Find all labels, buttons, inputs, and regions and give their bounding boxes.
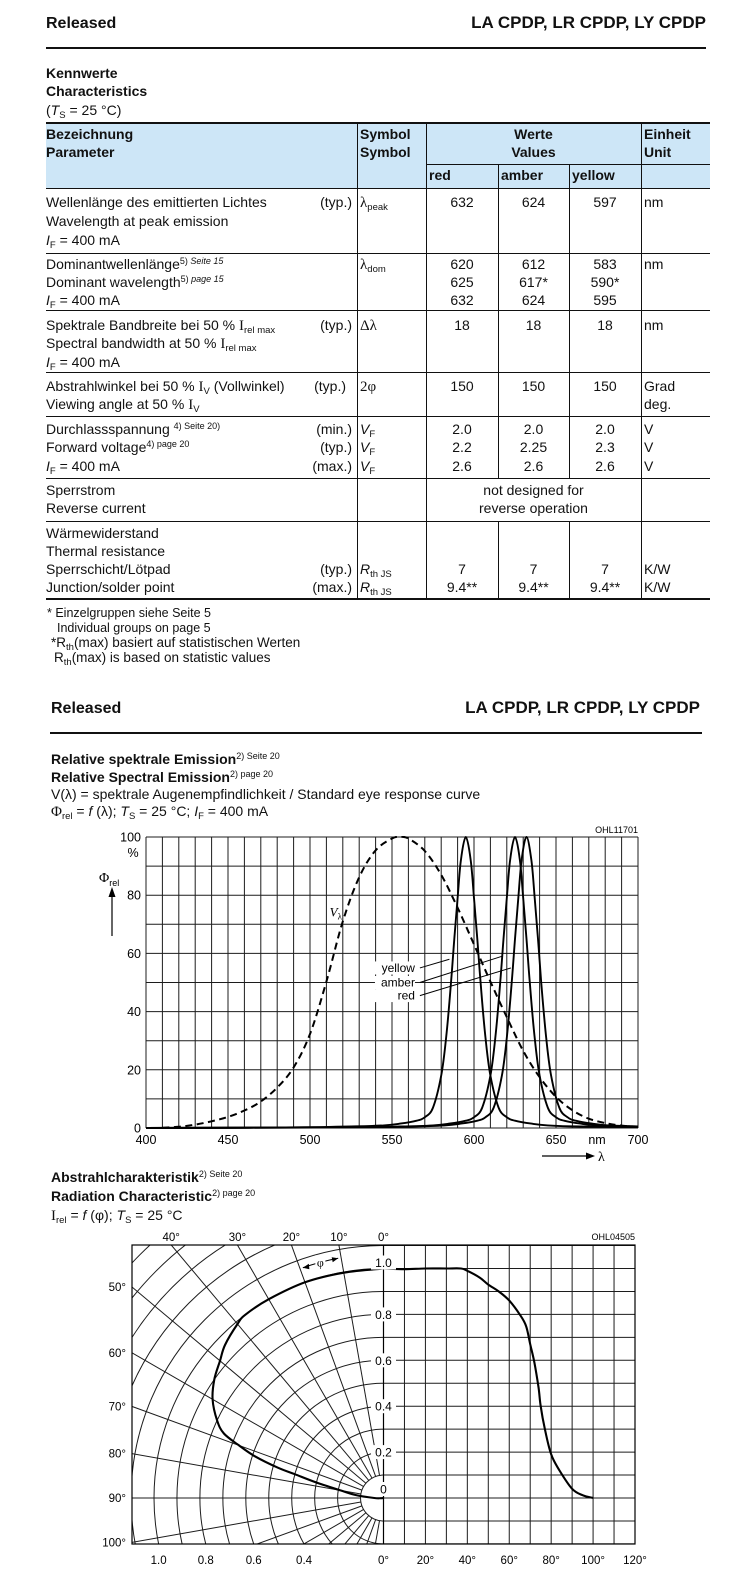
f-t-sub: S bbox=[128, 811, 136, 822]
cond-open: ( bbox=[46, 102, 51, 118]
symbol-base: V bbox=[360, 439, 370, 455]
title-text: Abstrahlcharakteristik bbox=[51, 1169, 199, 1185]
fn-sub: th bbox=[66, 642, 74, 653]
row-peak-unit: nm bbox=[644, 194, 664, 210]
angle-label-left: 50° bbox=[108, 1281, 126, 1294]
footnote-ref: 5) bbox=[180, 274, 189, 284]
param-text: Abstrahlwinkel bei 50 % bbox=[46, 378, 199, 394]
row-peak-yellow: 597 bbox=[593, 194, 617, 210]
title-ref: 2) Seite 20 bbox=[198, 1169, 243, 1179]
header-symbol-de: Symbol bbox=[360, 126, 411, 142]
row-forward-voltage-qualifier-typ: (typ.) bbox=[320, 439, 352, 455]
row-forward-voltage-yellow-min: 2.0 bbox=[595, 421, 615, 437]
row-dominant-amber-max: 624 bbox=[521, 292, 546, 308]
y-axis-label bbox=[99, 871, 119, 888]
cond-var: I bbox=[46, 458, 50, 474]
x-tick-label: 60° bbox=[500, 1555, 518, 1567]
symbol-sub: peak bbox=[367, 202, 388, 213]
phi-label: φ bbox=[316, 1255, 324, 1270]
y-axis-symbol-sub: rel bbox=[109, 878, 120, 888]
x-tick-label: 100° bbox=[581, 1555, 605, 1567]
row-dominant-yellow-typ: 590* bbox=[590, 274, 620, 290]
radius-label-bottom: 0.4 bbox=[296, 1555, 313, 1567]
row-reverse-current-note: not designed for bbox=[483, 482, 584, 498]
row-reverse-current-param-de: Sperrstrom bbox=[46, 482, 116, 498]
header-symbol-en: Symbol bbox=[360, 144, 411, 160]
row-peak-qualifier: (typ.) bbox=[320, 194, 352, 210]
figure-id: OHL11701 bbox=[595, 825, 638, 835]
x-tick-label: 600 bbox=[463, 1133, 485, 1147]
cond-sub: S bbox=[59, 110, 66, 121]
polar-radial-line bbox=[154, 1100, 372, 1478]
fn-rest: (max) basiert auf statistischen Werten bbox=[73, 635, 301, 650]
y-tick-label: 80 bbox=[127, 888, 141, 903]
footnote-page: page 15 bbox=[188, 274, 224, 284]
v-lambda-sub: λ bbox=[337, 911, 343, 922]
angle-label-top: 10° bbox=[330, 1232, 348, 1244]
row-thermal-unit: K/W bbox=[644, 561, 671, 577]
cond-rest: = 400 mA bbox=[55, 354, 120, 370]
row-forward-voltage-red-max: 2.6 bbox=[452, 458, 472, 474]
x-unit-label: nm bbox=[588, 1133, 606, 1147]
header-unit-de: Einheit bbox=[644, 126, 691, 142]
x-tick-label: 0° bbox=[378, 1555, 389, 1567]
param-var-sub: V bbox=[203, 386, 210, 397]
row-forward-voltage-qualifier-min: (min.) bbox=[316, 421, 352, 437]
param-text: Durchlassspannung bbox=[46, 421, 174, 437]
row-forward-voltage-yellow-typ: 2.3 bbox=[595, 439, 615, 455]
row-thermal-param-en: Thermal resistance bbox=[46, 543, 166, 559]
param-text: Dominant wavelength bbox=[46, 274, 181, 290]
y-tick-label: 100 bbox=[120, 830, 141, 845]
fn-pre: *R bbox=[51, 635, 67, 650]
x-tick-label: 40° bbox=[458, 1555, 477, 1567]
param-var-sub: rel max bbox=[244, 325, 276, 336]
v-lambda-symbol: V bbox=[329, 904, 338, 920]
header-col-yellow: yellow bbox=[572, 167, 615, 183]
phi-arrow-left-icon bbox=[303, 1264, 310, 1270]
fn-sub: th bbox=[63, 657, 72, 668]
radius-label-bottom: 0.6 bbox=[245, 1555, 262, 1567]
x-tick-label: 450 bbox=[217, 1133, 239, 1147]
row-viewing-angle-yellow: 150 bbox=[593, 378, 617, 394]
row-thermal-amber-max: 9.4** bbox=[518, 579, 549, 595]
legend-leader-line bbox=[420, 956, 502, 982]
f-t: T bbox=[120, 803, 129, 819]
cond-rest: = 25 °C) bbox=[65, 102, 122, 118]
symbol-base: λ bbox=[360, 257, 368, 273]
x-tick-label: 700 bbox=[627, 1133, 649, 1147]
v-lambda-label bbox=[330, 905, 343, 922]
document-status-2: Released bbox=[51, 700, 122, 717]
row-peak-red: 632 bbox=[450, 194, 474, 210]
x-axis-label: λ bbox=[598, 1150, 605, 1165]
product-title-2: LA CPDP, LR CPDP, LY CPDP bbox=[465, 698, 700, 717]
cond-rest: = 400 mA bbox=[55, 458, 120, 474]
footnote-ref: 4) page 20 bbox=[146, 439, 190, 449]
param-var-sub: rel max bbox=[225, 343, 257, 354]
row-forward-voltage-qualifier-max: (max.) bbox=[312, 458, 352, 474]
param-var-sub: V bbox=[193, 404, 200, 415]
cond-sub: F bbox=[49, 240, 56, 251]
angle-label-left: 100° bbox=[102, 1537, 126, 1550]
row-dominant-red-typ: 625 bbox=[450, 274, 474, 290]
fn-rest: (max) is based on statistic values bbox=[71, 650, 271, 665]
x-tick-label: 550 bbox=[381, 1133, 403, 1147]
y-axis-arrowhead-icon bbox=[109, 887, 116, 897]
f-i-sub: rel bbox=[56, 1215, 67, 1226]
f-eq: = bbox=[72, 803, 89, 819]
polar-radial-line bbox=[0, 1418, 361, 1494]
row-bandwidth-amber: 18 bbox=[525, 317, 542, 333]
axis-value-label: 0.4 bbox=[375, 1399, 392, 1414]
symbol-base: V bbox=[360, 421, 370, 437]
polar-radial-line bbox=[88, 1516, 368, 1596]
y-unit-label: % bbox=[127, 846, 139, 860]
header-col-red: red bbox=[429, 167, 451, 183]
polar-radial-line bbox=[0, 1506, 362, 1596]
y-tick-label: 20 bbox=[127, 1063, 141, 1078]
row-thermal-unit: K/W bbox=[644, 579, 671, 595]
section-title-en: Characteristics bbox=[46, 83, 148, 99]
document-status: Released bbox=[46, 15, 117, 32]
f-i: I bbox=[51, 1208, 56, 1224]
cond-rest: = 400 mA bbox=[55, 232, 120, 248]
param-var: I bbox=[220, 336, 226, 352]
legend-label-amber: amber bbox=[380, 975, 415, 990]
angle-label-left: 60° bbox=[108, 1347, 126, 1360]
f-t-rest: = 25 °C; bbox=[135, 803, 195, 819]
f-phi-sub: rel bbox=[61, 811, 73, 822]
row-dominant-amber-min: 612 bbox=[521, 256, 546, 272]
param-text: Dominantwellenlänge bbox=[46, 256, 180, 272]
row-forward-voltage-amber-max: 2.6 bbox=[523, 458, 544, 474]
fn-pre: R bbox=[54, 650, 64, 665]
axis-value-label: 0.6 bbox=[375, 1353, 392, 1368]
header-values-de: Werte bbox=[514, 126, 553, 142]
param-text-rest: (Vollwinkel) bbox=[209, 378, 285, 394]
param-text: Spektrale Bandbreite bei 50 % bbox=[46, 317, 240, 333]
row-thermal-qualifier-typ: (typ.) bbox=[320, 561, 352, 577]
f-i: I bbox=[194, 803, 199, 819]
param-text: Forward voltage bbox=[46, 439, 147, 455]
header-unit-en: Unit bbox=[644, 144, 672, 160]
title-ref: 2) page 20 bbox=[229, 769, 274, 779]
radius-label-bottom: 0.8 bbox=[197, 1555, 214, 1567]
param-var: I bbox=[198, 379, 204, 395]
f-t: T bbox=[116, 1207, 126, 1223]
row-dominant-unit: nm bbox=[644, 256, 664, 272]
symbol-base: 2φ bbox=[360, 379, 377, 395]
symbol-base: Δλ bbox=[360, 318, 377, 334]
param-text: Viewing angle at 50 % bbox=[46, 396, 189, 412]
title-ref: 2) Seite 20 bbox=[236, 751, 280, 761]
cond-sub: F bbox=[49, 300, 56, 311]
footnote-groups-en: Individual groups on page 5 bbox=[57, 621, 211, 635]
row-forward-voltage-unit: V bbox=[644, 421, 654, 437]
row-dominant-yellow-min: 583 bbox=[593, 256, 617, 272]
legend-leader-line bbox=[420, 968, 511, 996]
angle-label-top: 30° bbox=[228, 1232, 247, 1244]
cond-sub: F bbox=[49, 362, 56, 373]
row-thermal-sub-de: Sperrschicht/Lötpad bbox=[46, 561, 171, 577]
symbol-base: λ bbox=[360, 195, 368, 211]
symbol-sub: F bbox=[369, 447, 376, 458]
product-title: LA CPDP, LR CPDP, LY CPDP bbox=[471, 13, 706, 32]
row-bandwidth-unit: nm bbox=[644, 317, 664, 333]
row-dominant-yellow-max: 595 bbox=[593, 292, 617, 308]
symbol-base: V bbox=[360, 458, 370, 474]
x-tick-label: 80° bbox=[542, 1555, 560, 1567]
row-forward-voltage-unit: V bbox=[644, 439, 654, 455]
angle-label-top: 0° bbox=[378, 1232, 389, 1244]
polar-radial-line bbox=[88, 1146, 368, 1480]
row-thermal-qualifier-max: (max.) bbox=[312, 579, 352, 595]
figure-id: OHL04505 bbox=[591, 1232, 635, 1242]
angle-label-top: 20° bbox=[282, 1232, 301, 1244]
symbol-sub: th JS bbox=[370, 587, 392, 598]
y-axis-symbol: Φ bbox=[99, 871, 110, 886]
row-thermal-yellow-typ: 7 bbox=[601, 561, 609, 577]
footnote-page: Seite 15 bbox=[187, 256, 224, 266]
row-forward-voltage-amber-min: 2.0 bbox=[523, 421, 544, 437]
row-viewing-angle-qualifier: (typ.) bbox=[314, 378, 346, 394]
cond-var: I bbox=[46, 354, 50, 370]
row-thermal-red-max: 9.4** bbox=[446, 579, 478, 595]
polar-radial-line bbox=[304, 1046, 380, 1475]
header-param-de: Bezeichnung bbox=[46, 126, 134, 142]
row-viewing-angle-unit-en: deg. bbox=[644, 396, 672, 412]
row-viewing-angle-unit-de: Grad bbox=[644, 378, 676, 394]
f-arg: (λ); bbox=[92, 803, 121, 819]
row-peak-param-en: Wavelength at peak emission bbox=[46, 213, 229, 229]
title-text: Relative Spectral Emission bbox=[51, 769, 230, 785]
row-thermal-red-typ: 7 bbox=[458, 561, 466, 577]
symbol-sub: F bbox=[369, 466, 376, 477]
row-dominant-amber-typ: 617* bbox=[519, 274, 548, 290]
row-dominant-red-max: 632 bbox=[450, 292, 474, 308]
f-func: f bbox=[82, 1207, 87, 1223]
cond-var: I bbox=[46, 292, 50, 308]
row-bandwidth-yellow: 18 bbox=[597, 317, 613, 333]
footnote-ref: 5) bbox=[179, 256, 188, 266]
f-i-rest: = 400 mA bbox=[203, 803, 269, 819]
angle-label-left: 90° bbox=[108, 1493, 126, 1505]
x-tick-label: 120° bbox=[623, 1555, 647, 1567]
row-forward-voltage-yellow-max: 2.6 bbox=[595, 458, 615, 474]
x-tick-label: 400 bbox=[135, 1133, 157, 1147]
footnote-ref: 4) Seite 20) bbox=[173, 421, 221, 431]
row-dominant-red-min: 620 bbox=[450, 256, 474, 272]
f-t-sub: S bbox=[125, 1215, 132, 1226]
radius-label-bottom: 1.0 bbox=[150, 1555, 167, 1567]
angle-label-left: 70° bbox=[108, 1401, 126, 1414]
row-forward-voltage-red-min: 2.0 bbox=[452, 421, 472, 437]
cond-rest: = 400 mA bbox=[55, 292, 120, 308]
y-tick-label: 40 bbox=[127, 1005, 141, 1020]
axis-value-label: 0 bbox=[380, 1482, 387, 1497]
f-t-rest: = 25 °C bbox=[131, 1207, 183, 1223]
section-title-de: Kennwerte bbox=[46, 65, 118, 81]
row-thermal-amber-typ: 7 bbox=[529, 561, 538, 577]
cartesian-grid bbox=[384, 1245, 636, 1544]
param-var: I bbox=[188, 397, 194, 413]
x-tick-label: 20° bbox=[416, 1555, 435, 1567]
f-func: f bbox=[88, 803, 93, 819]
f-arg: (φ); bbox=[86, 1207, 117, 1223]
header-values-en: Values bbox=[511, 144, 556, 160]
angle-label-left: 80° bbox=[108, 1448, 126, 1461]
x-axis-arrowhead-icon bbox=[586, 1153, 595, 1160]
row-viewing-angle-amber: 150 bbox=[521, 378, 546, 394]
symbol-sub: dom bbox=[367, 264, 386, 275]
row-reverse-current-note: reverse operation bbox=[479, 500, 588, 516]
y-tick-label: 0 bbox=[134, 1121, 141, 1136]
footnote-groups-de: * Einzelgruppen siehe Seite 5 bbox=[47, 606, 212, 620]
row-peak-param-de: Wellenlänge des emittierten Lichtes bbox=[46, 194, 267, 210]
legend-label-yellow: yellow bbox=[381, 960, 415, 975]
symbol-base: R bbox=[360, 579, 371, 595]
param-var: I bbox=[239, 318, 245, 334]
param-text: Spectral bandwidth at 50 % bbox=[46, 335, 221, 351]
spectral-emission-chart bbox=[99, 825, 648, 1165]
title-text: Relative spektrale Emission bbox=[51, 751, 237, 767]
row-thermal-param-de: Wärmewiderstand bbox=[46, 525, 159, 541]
angle-label-top: 40° bbox=[162, 1232, 180, 1244]
polar-radial-line bbox=[154, 1518, 372, 1596]
title-text: Radiation Characteristic bbox=[51, 1188, 213, 1204]
f-i-sub: F bbox=[198, 811, 204, 822]
axis-value-label: 0.2 bbox=[375, 1445, 392, 1460]
header-col-amber: amber bbox=[501, 167, 544, 183]
row-viewing-angle-red: 150 bbox=[450, 378, 474, 394]
row-thermal-sub-en: Junction/solder point bbox=[46, 579, 175, 595]
polar-radial-line bbox=[0, 1509, 364, 1596]
cond-var: T bbox=[50, 102, 60, 118]
symbol-sub: F bbox=[369, 429, 376, 440]
row-bandwidth-red: 18 bbox=[454, 317, 470, 333]
legend-label-red: red bbox=[397, 988, 415, 1003]
symbol-sub: th JS bbox=[370, 569, 392, 580]
polar-radial-line bbox=[0, 1341, 362, 1490]
row-bandwidth-qualifier: (typ.) bbox=[320, 317, 352, 333]
row-forward-voltage-unit: V bbox=[644, 458, 654, 474]
vlambda-note: V(λ) = spektrale Augenempfindlichkeit / Standard eye response curve bbox=[51, 786, 481, 802]
row-forward-voltage-amber-typ: 2.25 bbox=[519, 439, 548, 455]
cond-var: I bbox=[46, 232, 50, 248]
axis-value-label: 0.8 bbox=[375, 1307, 392, 1322]
x-tick-label: 650 bbox=[545, 1133, 567, 1147]
axis-value-label: 1.0 bbox=[375, 1256, 392, 1270]
f-eq: = bbox=[66, 1207, 83, 1223]
header-param-en: Parameter bbox=[46, 144, 115, 160]
cond-sub: F bbox=[49, 466, 56, 477]
polar-radial-line bbox=[304, 1521, 380, 1596]
x-tick-label: 500 bbox=[299, 1133, 321, 1147]
row-thermal-yellow-max: 9.4** bbox=[589, 579, 621, 595]
symbol-base: R bbox=[360, 561, 371, 577]
row-peak-amber: 624 bbox=[521, 194, 546, 210]
row-forward-voltage-red-typ: 2.2 bbox=[452, 439, 472, 455]
row-reverse-current-param-en: Reverse current bbox=[46, 500, 146, 516]
f-phi: Φ bbox=[51, 804, 62, 820]
y-tick-label: 60 bbox=[127, 946, 141, 961]
title-ref: 2) page 20 bbox=[212, 1188, 256, 1198]
